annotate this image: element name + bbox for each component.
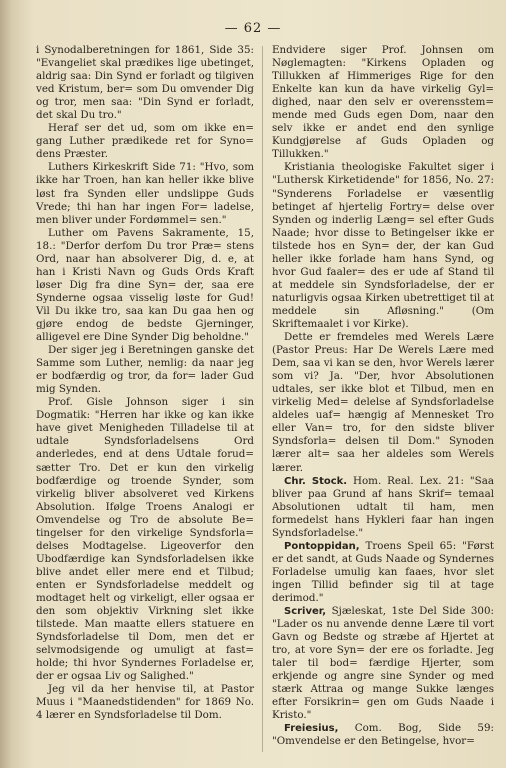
right-paragraph-3: Dette er fremdeles med Werels Lære (Pastor Preus: Har De Werels Lære med Dem, saa vi kan se den, hvor Werels lærer som vi? Ja. "Der, hvor Absolutionen udtales, ser ikke blot et Tilbud, men en virkelig Med= delelse af Syndsforladelse aldeles uaf= hængig af Mennesket Tro eller Van= tro, for den sidste bliver Syndsforla= delsen til Dom." Synoden lærer alt= saa her aldeles som Werels lærer. — [272, 331, 494, 474]
left-paragraph-1: i Synodalberetningen for 1861, Side 35: "Evangeliet skal prædikes lige ubetinget, aldrig saa: Din Synd er forladt og tilgiven ved Kristum, ber= som Du omvender Dig og tror, men saa: "Din Synd er forladt, det skal Du tro." — [36, 44, 254, 122]
right-paragraph-4 — [272, 475, 494, 540]
author-stock: Chr. Stock. — [284, 475, 348, 487]
left-paragraph-4: Luther om Pavens Sakramente, 15, 18.: "Derfor derfom Du tror Præ= stens Ord, naar han absolverer Dig, d. e, at han i Kristi Navn og Guds Ords Kraft løser Dig fra dine Syn= der, saa ere Synderne ogsaa visselig løste for Gud! Vil Du ikke tro, saa kan Du gaa hen og gjøre endog de bedste Gjerninger, alligevel ere Dine Synder Dig beholdne." — [36, 226, 254, 344]
left-paragraph-3: Luthers Kirkeskrift Side 71: "Hvo, som ikke har Troen, han kan heller ikke blive løst fra Synden eller undslippe Guds Vrede; thi han har ingen For= ladelse, men bliver under Fordømmel= sen." — [36, 161, 254, 226]
right-paragraph-2: Kristiania theologiske Fakultet siger i "Luthersk Kirketidende" for 1856, No. 27: "Synderens Forladelse er væsentlig betinget af hjertelig Fortry= delse over Synden og inderlig Læng= sel efter Guds Naade; hvor disse to Betingelser ikke er tilstede hos en Syn= der, der kan Gud heller ikke forlade ham hans Synd, og hvor Gud faaler= des er ude af Stand til at meddele sin Syndsforladelse, der er naturligvis ogsaa Kirken ubetrettiget til at meddele sin Afløsning." (Om Skriftemaalet i vor Kirke). — [272, 161, 494, 330]
author-scriver: Scriver, — [284, 606, 327, 618]
quote-scriver: Sjæleskat, 1ste Del Side 300: "Lader os nu anvende denne Lære til vort Gavn og Bedste og stræbe af Hjertet at tro, at vore Syn= der ere os forladte. Jeg taler til bod= færdige Hjerter, som erkjende og angre sine Synder og med stærk Attraa og mange Sukke længes efter Forsikrin= gen om Guds Naade i Kristo." — [272, 605, 495, 722]
author-freiesius: Freiesius, — [284, 723, 339, 735]
quote-freiesius: Com. Bog, Side 59: "Omvendelse er den Betingelse, hvor= — [272, 722, 495, 748]
page-number: — 62 — — [224, 21, 282, 36]
right-paragraph-5 — [272, 540, 494, 605]
author-pontoppidan: Pontoppidan, — [284, 540, 360, 552]
quote-pontoppidan: Troens Speil 65: "Først er det sandt, at Guds Naade og Syndernes Forladelse umulig kan faaes, hvor slet ingen Tillid befinder sig til at tage derimod." — [272, 539, 494, 604]
right-paragraph-7 — [272, 722, 494, 748]
right-paragraph-1: Endvidere siger Prof. Johnsen om Nøglemagten: "Kirkens Opladen og Tillukken af Himmeriges Rige for den Enkelte kan kun da have virkelig Gyl= dighed, naar den selv er overensstem= mende med Guds egen Dom, naar den selv ikke er andet end den synlige Kundgjørelse af Guds Opladen og Tillukken." — [272, 44, 494, 161]
right-paragraph-6 — [272, 605, 494, 722]
left-paragraph-5: Der siger jeg i Beretningen ganske det Samme som Luther, nemlig: da naar jeg er bodfærdig og tror, da for= lader Gud mig Synden. — [36, 344, 254, 396]
quote-stock: Hom. Real. Lex. 21: "Saa bliver paa Grund af hans Skrif= temaal Absolutionen udtalt til ham, men formedelst hans Hykleri faar han ingen Syndsforladelse." — [272, 474, 494, 539]
right-column — [272, 44, 494, 749]
left-paragraph-2: Heraf ser det ud, som om ikke en= gang Luther prædikede ret for Syno= dens Præster. — [36, 122, 254, 161]
left-paragraph-7: Jeg vil da her henvise til, at Pastor Muus i "Maanedstidenden" for 1869 No. 4 lærer en Syndsforladelse til Dom. — [36, 683, 254, 722]
column-divider — [262, 46, 263, 752]
left-paragraph-6: Prof. Gisle Johnson siger i sin Dogmatik: "Herren har ikke og kan ikke have givet Menigheden Tilladelse til at udtale Syndsforladelsens Ord anderledes, end at dens Udtale forud= sætter Tro. Det er kun den virkelig bodfærdige og troende Synder, som virkelig bliver absolveret ved Kirkens Absolution. Ifølge Troens Analogi er Omvendelse og Tro de absolute Be= tingelser for den virkelige Syndsforla= delses Modtagelse. Ligeoverfor den Ubodfærdige kan Syndsforladelsen ikke blive andet eller mere end et Tilbud; enten er Syndsforladelse meddelt og modtaget helt og virkeligt, eller ogsaa er den som objektiv Virkning slet ikke tilstede. Man maatte ellers statuere en Syndsforladelse til Dom, men det er selvmodsigende og umuligt at fast= holde; thi hvor Syndernes Forladelse er, der er ogsaa Liv og Salighed." — [36, 396, 254, 683]
left-column — [36, 44, 254, 722]
